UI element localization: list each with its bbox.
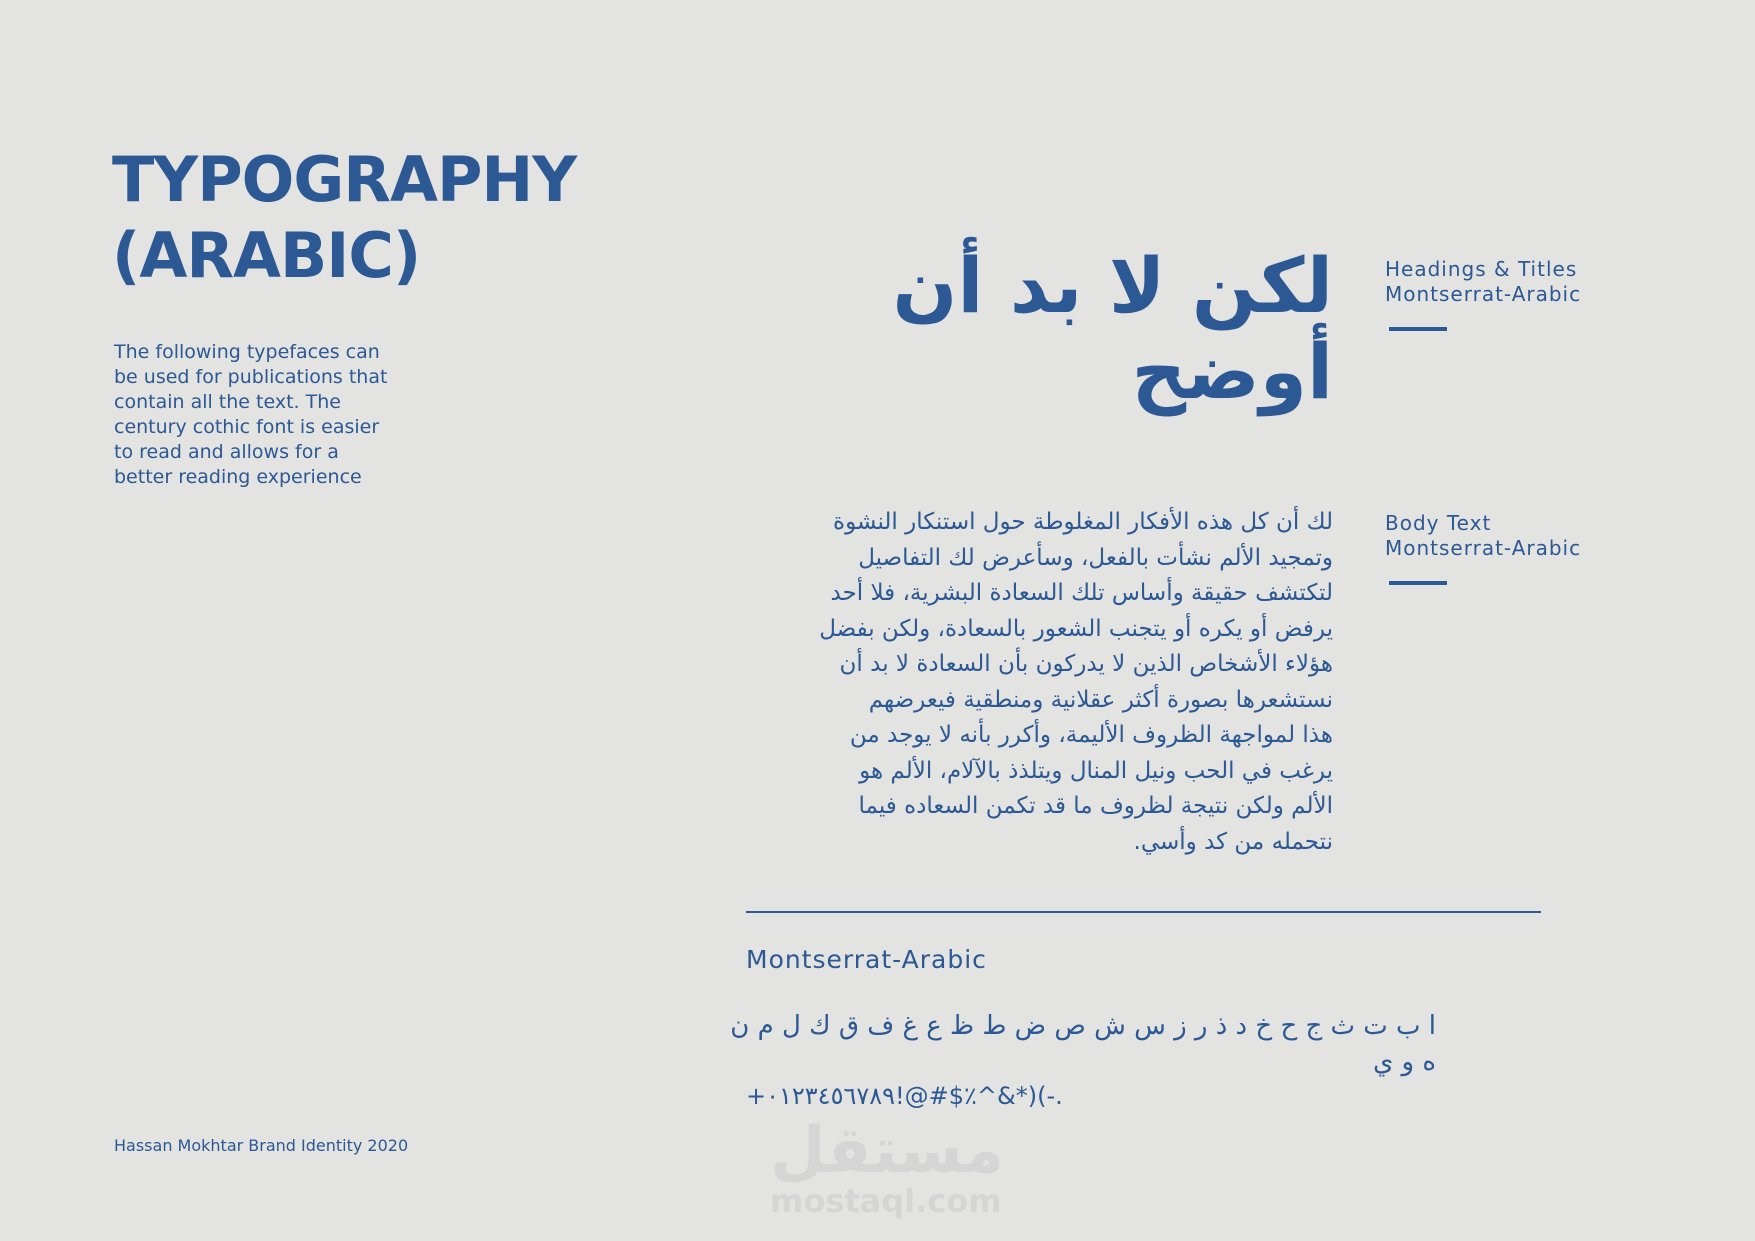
body-sample-line: وتمجيد الألم نشأت بالفعل، وسأعرض لك التفاصيل xyxy=(858,544,1333,571)
heading-sample xyxy=(893,243,1333,415)
heading-sample-line: لكن لا بد أن xyxy=(892,241,1333,330)
footer-credit: Hassan Mokhtar Brand Identity 2020 xyxy=(114,1136,409,1155)
body-sample-line: يرفض أو يكره أو يتجنب الشعور بالسعادة، ولكن بفضل xyxy=(819,615,1333,642)
page-title-line-2: (ARABIC) xyxy=(112,219,421,292)
intro-line: century cothic font is easier xyxy=(114,416,380,438)
alphabet-line: ا ب ت ث ج ح خ د ذ ر ز س ش ص ض ط ظ ع غ ف ق ك ل م ن xyxy=(730,1011,1436,1041)
watermark-arabic: مستقل xyxy=(770,1114,1005,1188)
specimen-symbols: +٠١٢٣٤٥٦٧٨٩!@#$٪^&*)(-. xyxy=(746,1082,1063,1110)
intro-line: better reading experience xyxy=(114,466,362,488)
page-title xyxy=(112,142,576,294)
body-sample xyxy=(819,505,1333,860)
intro-line: The following typefaces can xyxy=(114,341,380,363)
body-spec xyxy=(1385,511,1581,561)
body-sample-line: نتحمله من كد وأسي. xyxy=(1133,828,1333,855)
heading-spec-rule xyxy=(1389,327,1447,331)
heading-spec xyxy=(1385,257,1581,307)
body-spec-font: Montserrat-Arabic xyxy=(1385,536,1582,560)
body-sample-line: يرغب في الحب ونيل المنال ويتلذذ بالآلام، الألم هو xyxy=(859,757,1333,784)
alphabet-line: ه و ي xyxy=(1372,1047,1436,1077)
section-divider xyxy=(746,911,1541,913)
body-spec-label: Body Text xyxy=(1385,511,1492,535)
body-sample-line: لك أن كل هذه الأفكار المغلوطة حول استنكار النشوة xyxy=(833,509,1333,535)
page-title-line-1: TYPOGRAPHY xyxy=(112,143,577,216)
watermark-latin: mostaql.com xyxy=(770,1182,1002,1220)
specimen-alphabet xyxy=(730,1008,1436,1080)
body-sample-line: لتكتشف حقيقة وأساس تلك السعادة البشرية، فلا أحد xyxy=(830,580,1333,606)
intro-line: to read and allows for a xyxy=(114,441,339,463)
heading-spec-label: Headings & Titles xyxy=(1385,257,1578,281)
body-sample-line: الألم ولكن نتيجة لظروف ما قد تكمن السعاده فيما xyxy=(858,793,1333,819)
intro-line: contain all the text. The xyxy=(114,391,341,413)
heading-sample-line: أوضح xyxy=(1131,327,1333,416)
watermark-logo xyxy=(770,1114,1005,1220)
body-sample-line: نستشعرها بصورة أكثر عقلانية ومنطقية فيعرضهم xyxy=(868,686,1333,713)
intro-line: be used for publications that xyxy=(114,366,388,388)
body-spec-rule xyxy=(1389,581,1447,585)
body-sample-line: هؤلاء الأشخاص الذين لا يدركون بأن السعادة لا بد أن xyxy=(839,651,1333,677)
heading-spec-font: Montserrat-Arabic xyxy=(1385,282,1582,306)
intro-paragraph xyxy=(114,340,434,490)
body-sample-line: هذا لمواجهة الظروف الأليمة، وأكرر بأنه لا يوجد من xyxy=(849,722,1333,748)
specimen-font-name: Montserrat-Arabic xyxy=(746,945,987,974)
